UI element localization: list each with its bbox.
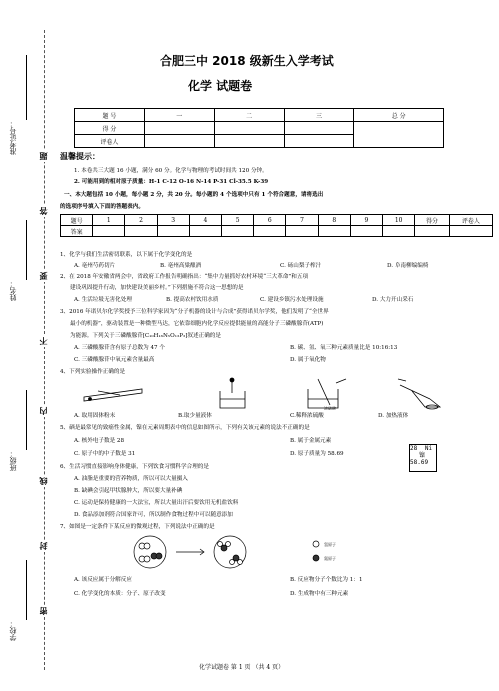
cut-line (44, 30, 45, 670)
grader-cell[interactable] (214, 135, 284, 148)
option: C. 原子中的中子数是 31 (74, 451, 136, 457)
seal-char: 题 (38, 152, 48, 160)
score-table (74, 108, 444, 148)
option: B.取少量液体 (178, 413, 212, 419)
option: A. 该反应属于分解反应 (74, 577, 132, 583)
question-stem: 为能源。下列关于三磷酸腺苷[C₁₀H₁₆N₅O₁₃P₃]叙述正确的是 (70, 333, 221, 339)
option: D. 生成物中有三种元素 (290, 591, 349, 597)
score-row-label: 评卷人 (75, 135, 145, 148)
seal-char: 答 (38, 207, 48, 215)
answer-header-cell: 3 (157, 215, 189, 226)
answer-cell[interactable] (189, 226, 221, 237)
element-number: 28 (410, 445, 418, 452)
option: A. 核外电子数是 28 (74, 438, 125, 444)
answer-header-cell: 7 (286, 215, 318, 226)
total-score-cell[interactable] (354, 122, 444, 148)
option: A. 亳州芍药切片 (74, 263, 116, 269)
answer-header-cell: 8 (318, 215, 350, 226)
option: D. 属于氧化物 (290, 357, 326, 363)
heating-figure (398, 379, 440, 409)
score-cell[interactable] (144, 122, 214, 135)
seal-char: 密 (38, 607, 48, 615)
question-stem: 3、2016 年诺贝尔化学奖授予三位科学家因为“分子机器的设计与合成”获得诺贝尔学奖，他们发明了“全世界 (60, 309, 329, 315)
option: C. 砀山梨子榨汁 (280, 263, 322, 269)
option: D. 食品添加剂符合国家许可，所以制作食物过程中可以随意添加 (74, 512, 233, 518)
answer-header-cell: 2 (125, 215, 157, 226)
class-field[interactable] (26, 390, 27, 450)
dropper-figure (220, 378, 245, 408)
notice-item: 2. 可能用到的相对原子质量：H-1 C-12 O-16 N-14 P-31 Cl-35.5 K-39 (74, 179, 269, 185)
answer-cell[interactable] (157, 226, 189, 237)
test-tube-powder-figure (84, 389, 142, 401)
question-stem: 4、下列实验操作正确的是 (60, 369, 126, 375)
answer-cell[interactable] (254, 226, 286, 237)
exam-no-label: 准考证号： (9, 120, 17, 155)
page-subtitle: 化学 试题卷 (188, 79, 253, 93)
score-cell[interactable] (284, 122, 354, 135)
option: A. 油脂是重要的营养物质，所以可以大量摄入 (74, 476, 188, 482)
option: C. 化学变化的本质：分子、原子改变 (74, 591, 166, 597)
score-row-label: 得 分 (75, 122, 145, 135)
answer-header-cell: 10 (383, 215, 415, 226)
legend-hydrogen: 氢原子 (324, 542, 336, 547)
score-header-cell: 二 (214, 109, 284, 122)
school-label: 学校： (9, 620, 17, 641)
lab-operation-figures (80, 377, 480, 410)
option: D. 阜南柳编编椅 (387, 263, 429, 269)
name-label: 姓名： (9, 280, 17, 301)
score-header-cell: 题 号 (75, 109, 145, 122)
grader-cell[interactable] (144, 135, 214, 148)
page-title: 合肥三中 2018 级新生入学考试 (160, 54, 334, 68)
answer-cell[interactable] (383, 226, 415, 237)
score-header-cell: 三 (284, 109, 354, 122)
figure-label: 浓硫酸 (324, 406, 336, 410)
notice-item: 1. 本卷共三大题 16 小题，满分 60 分。化学与物理的考试时间共 120 分钟。 (74, 168, 268, 174)
answer-row-label: 答案 (61, 226, 93, 237)
element-card (409, 444, 437, 472)
answer-header-cell: 得分 (415, 215, 449, 226)
reaction-figure (120, 534, 450, 570)
score-header-cell: 一 (144, 109, 214, 122)
seal-char: 不 (38, 337, 48, 345)
answer-header-cell: 1 (93, 215, 125, 226)
option: C.稀释浓硫酸 (290, 413, 324, 419)
element-symbol: Ni (424, 445, 433, 452)
element-name: 镍 (419, 452, 426, 459)
answer-cell[interactable] (93, 226, 125, 237)
option: D. 加热液体 (378, 413, 409, 419)
notice-heading: 温馨提示： (60, 152, 100, 161)
answer-header-cell: 6 (254, 215, 286, 226)
option: B. 提高农村饮用水质 (166, 297, 219, 303)
option: A. 三磷酸腺苷含有原子总数为 47 个 (74, 345, 165, 351)
grader-cell[interactable] (284, 135, 354, 148)
answer-header-cell: 评卷人 (449, 215, 492, 226)
answer-header-cell: 5 (222, 215, 254, 226)
class-label: 班级： (9, 450, 17, 471)
option: C. 建设乡镇污水处理设施 (260, 297, 324, 303)
exam-no-field[interactable] (26, 55, 27, 120)
binding-strip (0, 0, 58, 691)
option: C. 运动是保持健康的一大法宝，所以大量出汗后要饮用无机盐饮料 (74, 500, 239, 506)
score-cell[interactable] (214, 122, 284, 135)
option: D. 原子质量为 58.69 (290, 451, 344, 457)
seal-char: 线 (38, 477, 48, 485)
option: D. 大力开山采石 (372, 297, 414, 303)
question-stem: 2、在 2018 年安徽省两会中，省政府工作报告明确指出：“集中力量抓好农村环境“三大革命”和五项 (60, 274, 309, 280)
beaker-figure (308, 379, 346, 408)
question-stem: 5、硒是最常见的致癌性金属，镍在元素周期表中的信息如图所示，下列有关该元素的说法不正确的是 (60, 425, 310, 431)
answer-cell[interactable] (318, 226, 350, 237)
question-stem: 1、化学与我们生活密切联系，以下属于化学变化的是 (60, 252, 193, 258)
answer-cell[interactable] (449, 226, 492, 237)
option: B. 反应物分子个数比为 1：1 (290, 577, 363, 583)
answer-cell[interactable] (350, 226, 382, 237)
seal-char: 要 (38, 272, 48, 280)
option: B. 亳州高粱酿酒 (160, 263, 202, 269)
seal-char: 封 (38, 542, 48, 550)
answer-cell[interactable] (222, 226, 254, 237)
question-stem: 最小的机器”，驱动装置是一种微型马达，它依靠细胞内化学反应提供能量的高能分子三磷酸腺苷(ATP) (70, 321, 324, 327)
legend-nitrogen: 氮原子 (324, 556, 336, 561)
option: B. 碳、氢、氧三种元素质量比是 10:16:13 (290, 345, 398, 351)
answer-cell[interactable] (125, 226, 157, 237)
option: B. 缺碘会引起甲状腺肿大，所以要大量补碘 (74, 488, 183, 494)
answer-header-cell: 4 (189, 215, 221, 226)
option: A. 取用固体粉末 (74, 413, 116, 419)
answer-table (60, 214, 493, 237)
score-header-cell: 总 分 (354, 109, 444, 122)
option: B. 属于金属元素 (290, 438, 332, 444)
seal-char: 内 (38, 407, 48, 415)
question-stem: 6、生活习惯直接影响身体健康，下列饮食习惯科学合理的是 (60, 464, 209, 470)
section-intro: 的选项序号填入下面的答题表内。 (60, 204, 144, 210)
option: C. 三磷酸腺苷中氧元素含量最高 (74, 357, 155, 363)
element-mass: 58.69 (410, 459, 429, 466)
answer-cell[interactable] (286, 226, 318, 237)
answer-header-cell: 题号 (61, 215, 93, 226)
answer-header-cell: 9 (350, 215, 382, 226)
option: A. 生活垃圾无害化处理 (74, 297, 132, 303)
school-field[interactable] (26, 560, 27, 620)
question-stem: 7、如图是一定条件下某反应的微观过程，下列说法中正确的是 (60, 524, 215, 530)
question-stem: 建设巩固提升行动，加快建设美丽乡村。”下列措施不符合这一思想的是 (70, 285, 244, 291)
name-field[interactable] (26, 220, 27, 280)
page-footer: 化学试题卷 第 1 页 （共 4 页） (199, 664, 285, 671)
answer-cell[interactable] (415, 226, 449, 237)
section-intro: 一、本大题包括 10 小题，每小题 2 分，共 20 分。每小题的 4 个选项中只有 1 个符合题意，请将选出 (64, 192, 324, 198)
